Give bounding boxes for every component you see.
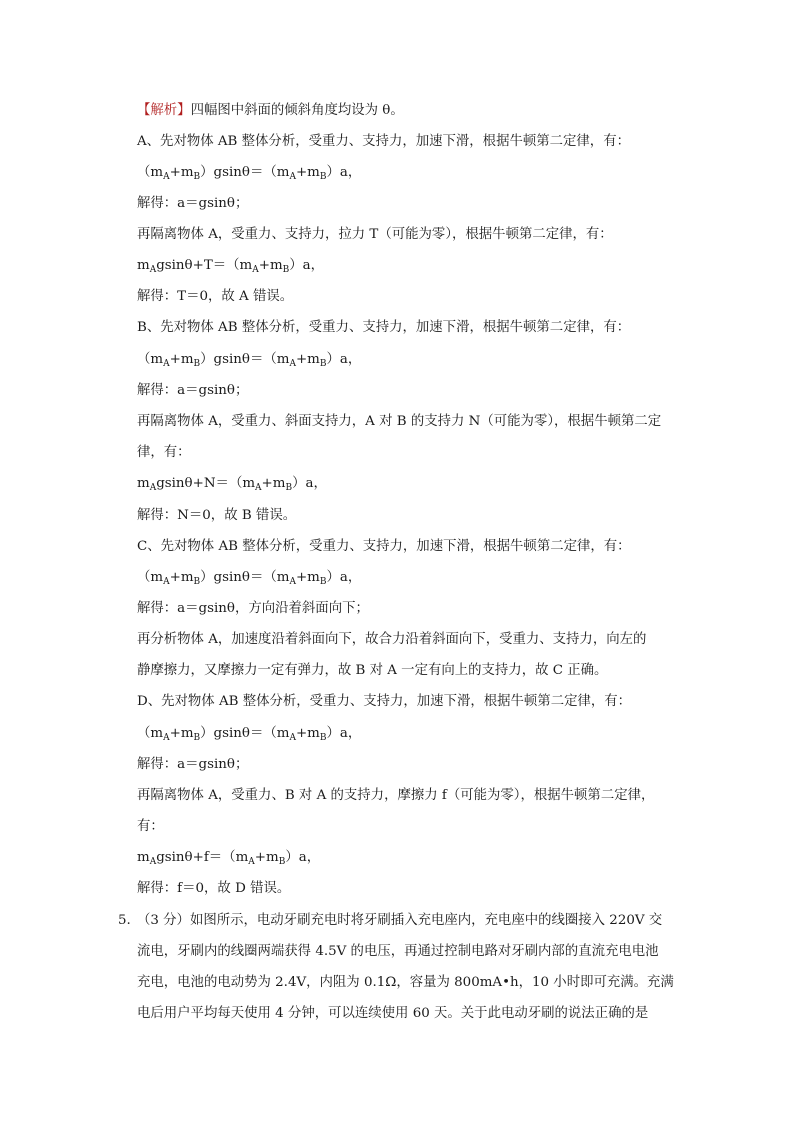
option-a-conclusion: 解得：T＝0，故 A 错误。 bbox=[137, 289, 294, 304]
option-a-isolate-analysis: 再隔离物体 A，受重力、支持力，拉力 T（可能为零），根据牛顿第二定律，有： bbox=[137, 227, 613, 242]
question-5-line-1: （3 分）如图所示，电动牙刷充电时将牙刷插入充电座内，充电座中的线圈接入 220V 交 bbox=[137, 913, 663, 928]
option-c-whole-equation: $(m_A+m_B)gsin\theta=(m_A+m_B)a$， bbox=[137, 570, 362, 587]
option-b-isolate-equation: $m_Agsin\theta+N=(m_A+m_B)a$， bbox=[137, 476, 327, 493]
option-c-solution-a: 解得：a＝gsinθ，方向沿着斜面向下； bbox=[137, 601, 369, 616]
option-d-isolate-equation: $m_Agsin\theta+f=(m_A+m_B)a$， bbox=[137, 850, 321, 867]
question-5-line-4: 电后用户平均每天使用 4 分钟，可以连续使用 60 天。关于此电动牙刷的说法正确的是 bbox=[137, 1006, 649, 1021]
option-d-isolate-analysis-1: 再隔离物体 A，受重力、B 对 A 的支持力，摩擦力 f（可能为零），根据牛顿第二定律， bbox=[137, 788, 655, 803]
option-b-solution-a: 解得：a＝gsinθ； bbox=[137, 383, 249, 398]
option-c-analysis-2: 静摩擦力，又摩擦力一定有弹力，故 B 对 A 一定有向上的支持力，故 C 正确。 bbox=[137, 663, 608, 678]
option-c-analysis-1: 再分析物体 A，加速度沿着斜面向下，故合力沿着斜面向下，受重力、支持力，向左的 bbox=[137, 632, 647, 647]
option-d-whole-equation: $(m_A+m_B)gsin\theta=(m_A+m_B)a$， bbox=[137, 726, 362, 743]
option-d-conclusion: 解得：f＝0，故 D 错误。 bbox=[137, 881, 291, 896]
analysis-intro: 【解析】四幅图中斜面的倾斜角度均设为 θ。 bbox=[137, 103, 404, 118]
option-b-isolate-analysis-2: 律，有： bbox=[137, 445, 191, 460]
option-a-solution-a: 解得：a＝gsinθ； bbox=[137, 196, 249, 211]
option-b-conclusion: 解得：N＝0，故 B 错误。 bbox=[137, 508, 297, 523]
option-b-whole-analysis: B、先对物体 AB 整体分析，受重力、支持力，加速下滑，根据牛顿第二定律，有： bbox=[137, 320, 631, 335]
option-a-whole-equation: $(m_A+m_B)gsin\theta=(m_A+m_B)a$， bbox=[137, 165, 362, 182]
option-a-isolate-equation: $m_Agsin\theta+T=(m_A+m_B)a$， bbox=[137, 258, 325, 275]
question-5-number: 5. bbox=[118, 913, 131, 928]
option-d-solution-a: 解得：a＝gsinθ； bbox=[137, 757, 249, 772]
question-5-line-2: 流电，牙刷内的线圈两端获得 4.5V 的电压，再通过控制电路对牙刷内部的直流充电电池 bbox=[137, 944, 659, 959]
option-d-whole-analysis: D、先对物体 AB 整体分析，受重力、支持力，加速下滑，根据牛顿第二定律，有： bbox=[137, 694, 632, 709]
option-a-whole-analysis: A、先对物体 AB 整体分析，受重力、支持力，加速下滑，根据牛顿第二定律，有： bbox=[137, 134, 630, 149]
analysis-tag: 【解析】 bbox=[137, 103, 191, 118]
option-b-whole-equation: $(m_A+m_B)gsin\theta=(m_A+m_B)a$， bbox=[137, 352, 362, 369]
option-c-whole-analysis: C、先对物体 AB 整体分析，受重力、支持力，加速下滑，根据牛顿第二定律，有： bbox=[137, 539, 631, 554]
option-b-isolate-analysis-1: 再隔离物体 A，受重力、斜面支持力，A 对 B 的支持力 N（可能为零），根据牛顿第二定 bbox=[137, 414, 662, 429]
option-d-isolate-analysis-2: 有： bbox=[137, 819, 164, 834]
question-5-line-3: 充电，电池的电动势为 2.4V，内阻为 0.1Ω，容量为 800mA•h，10 小时即可充满。充满 bbox=[137, 975, 674, 990]
